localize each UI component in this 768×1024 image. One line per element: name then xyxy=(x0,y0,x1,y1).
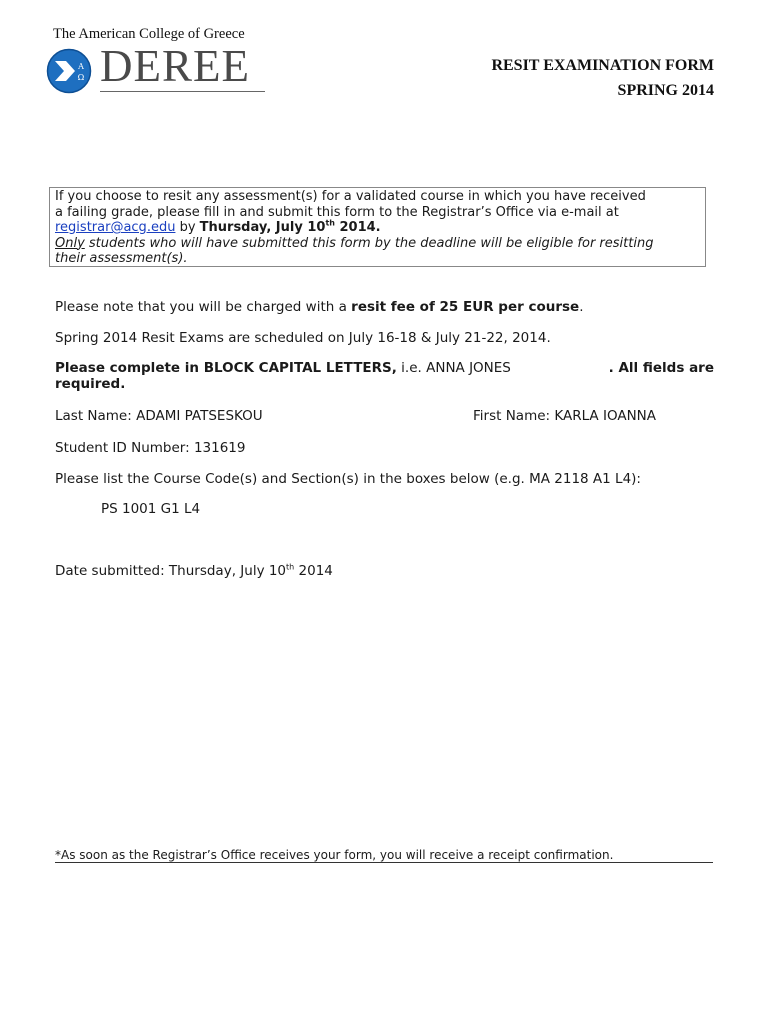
date-text: Thursday, July 10 xyxy=(168,563,287,579)
block-row-1 xyxy=(55,361,714,377)
fee-pre: Please note that you will be charged with a xyxy=(55,299,352,315)
deadline-sup: th xyxy=(325,218,335,228)
notice-assessments: their assessment(s). xyxy=(55,251,188,266)
last-name-value: ADAMI PATSESKOU xyxy=(136,408,263,424)
block-bold-2: . All fields are xyxy=(608,360,714,376)
form-title: RESIT EXAMINATION FORM xyxy=(491,57,714,74)
notice-box xyxy=(49,187,706,267)
deadline-text: Thursday, July 10 xyxy=(199,220,326,235)
first-name-label: First Name: xyxy=(473,408,555,424)
date-year: 2014 xyxy=(294,563,333,579)
fee-notice xyxy=(55,299,584,315)
form-term: SPRING 2014 xyxy=(617,82,714,99)
student-id-value: 131619 xyxy=(193,440,246,456)
fee-post: . xyxy=(579,299,584,315)
block-required: required. xyxy=(55,375,126,392)
registrar-email-link[interactable]: registrar@acg.edu xyxy=(55,220,176,235)
date-submitted-field xyxy=(55,563,333,579)
fee-amount: resit fee of 25 EUR per course xyxy=(351,299,580,315)
schedule-text: Spring 2014 Resit Exams are scheduled on July 16-18 & July 21-22, 2014. xyxy=(55,330,551,346)
student-id-field xyxy=(55,440,245,456)
notice-line-2: a failing grade, please fill in and submit this form to the Registrar’s Office via e-mail at xyxy=(55,204,619,220)
emblem-omega: Ω xyxy=(77,73,85,82)
notice-by: by xyxy=(175,220,200,235)
last-name-label: Last Name: xyxy=(55,408,137,424)
first-name-field xyxy=(473,408,656,424)
block-bold-1: Please complete in BLOCK CAPITAL LETTERS, xyxy=(55,360,397,376)
date-label: Date submitted: xyxy=(55,563,169,579)
receipt-footnote: *As soon as the Registrar’s Office receives your form, you will receive a receipt confirmation. xyxy=(55,848,713,863)
course-prompt: Please list the Course Code(s) and Section(s) in the boxes below (e.g. MA 2118 A1 L4): xyxy=(55,471,641,487)
notice-line-4 xyxy=(55,236,705,252)
date-sup: th xyxy=(286,562,295,572)
deree-emblem-icon xyxy=(46,48,94,94)
notice-line-1: If you choose to resit any assessment(s) for a validated course in which you have received xyxy=(55,189,646,204)
block-capitals-instruction xyxy=(55,361,714,392)
emblem-alpha: A xyxy=(78,62,84,71)
notice-eligibility: students who will have submitted this form by the deadline will be eligible for resitting xyxy=(84,235,654,251)
notice-only: Only xyxy=(55,235,85,251)
first-name-value: KARLA IOANNA xyxy=(554,408,657,424)
last-name-field xyxy=(55,408,263,424)
notice-line-5 xyxy=(55,251,705,267)
block-part-a xyxy=(55,361,511,377)
deadline-year: 2014. xyxy=(334,220,381,235)
block-example: i.e. ANNA JONES xyxy=(396,360,511,376)
logo-wordmark: DEREE xyxy=(100,41,250,91)
notice-line-3 xyxy=(55,220,705,236)
student-id-label: Student ID Number: xyxy=(55,440,194,456)
college-name: The American College of Greece xyxy=(53,26,245,42)
notice-deadline xyxy=(200,220,381,235)
course-value: PS 1001 G1 L4 xyxy=(101,501,201,517)
logo-underline xyxy=(100,91,265,92)
